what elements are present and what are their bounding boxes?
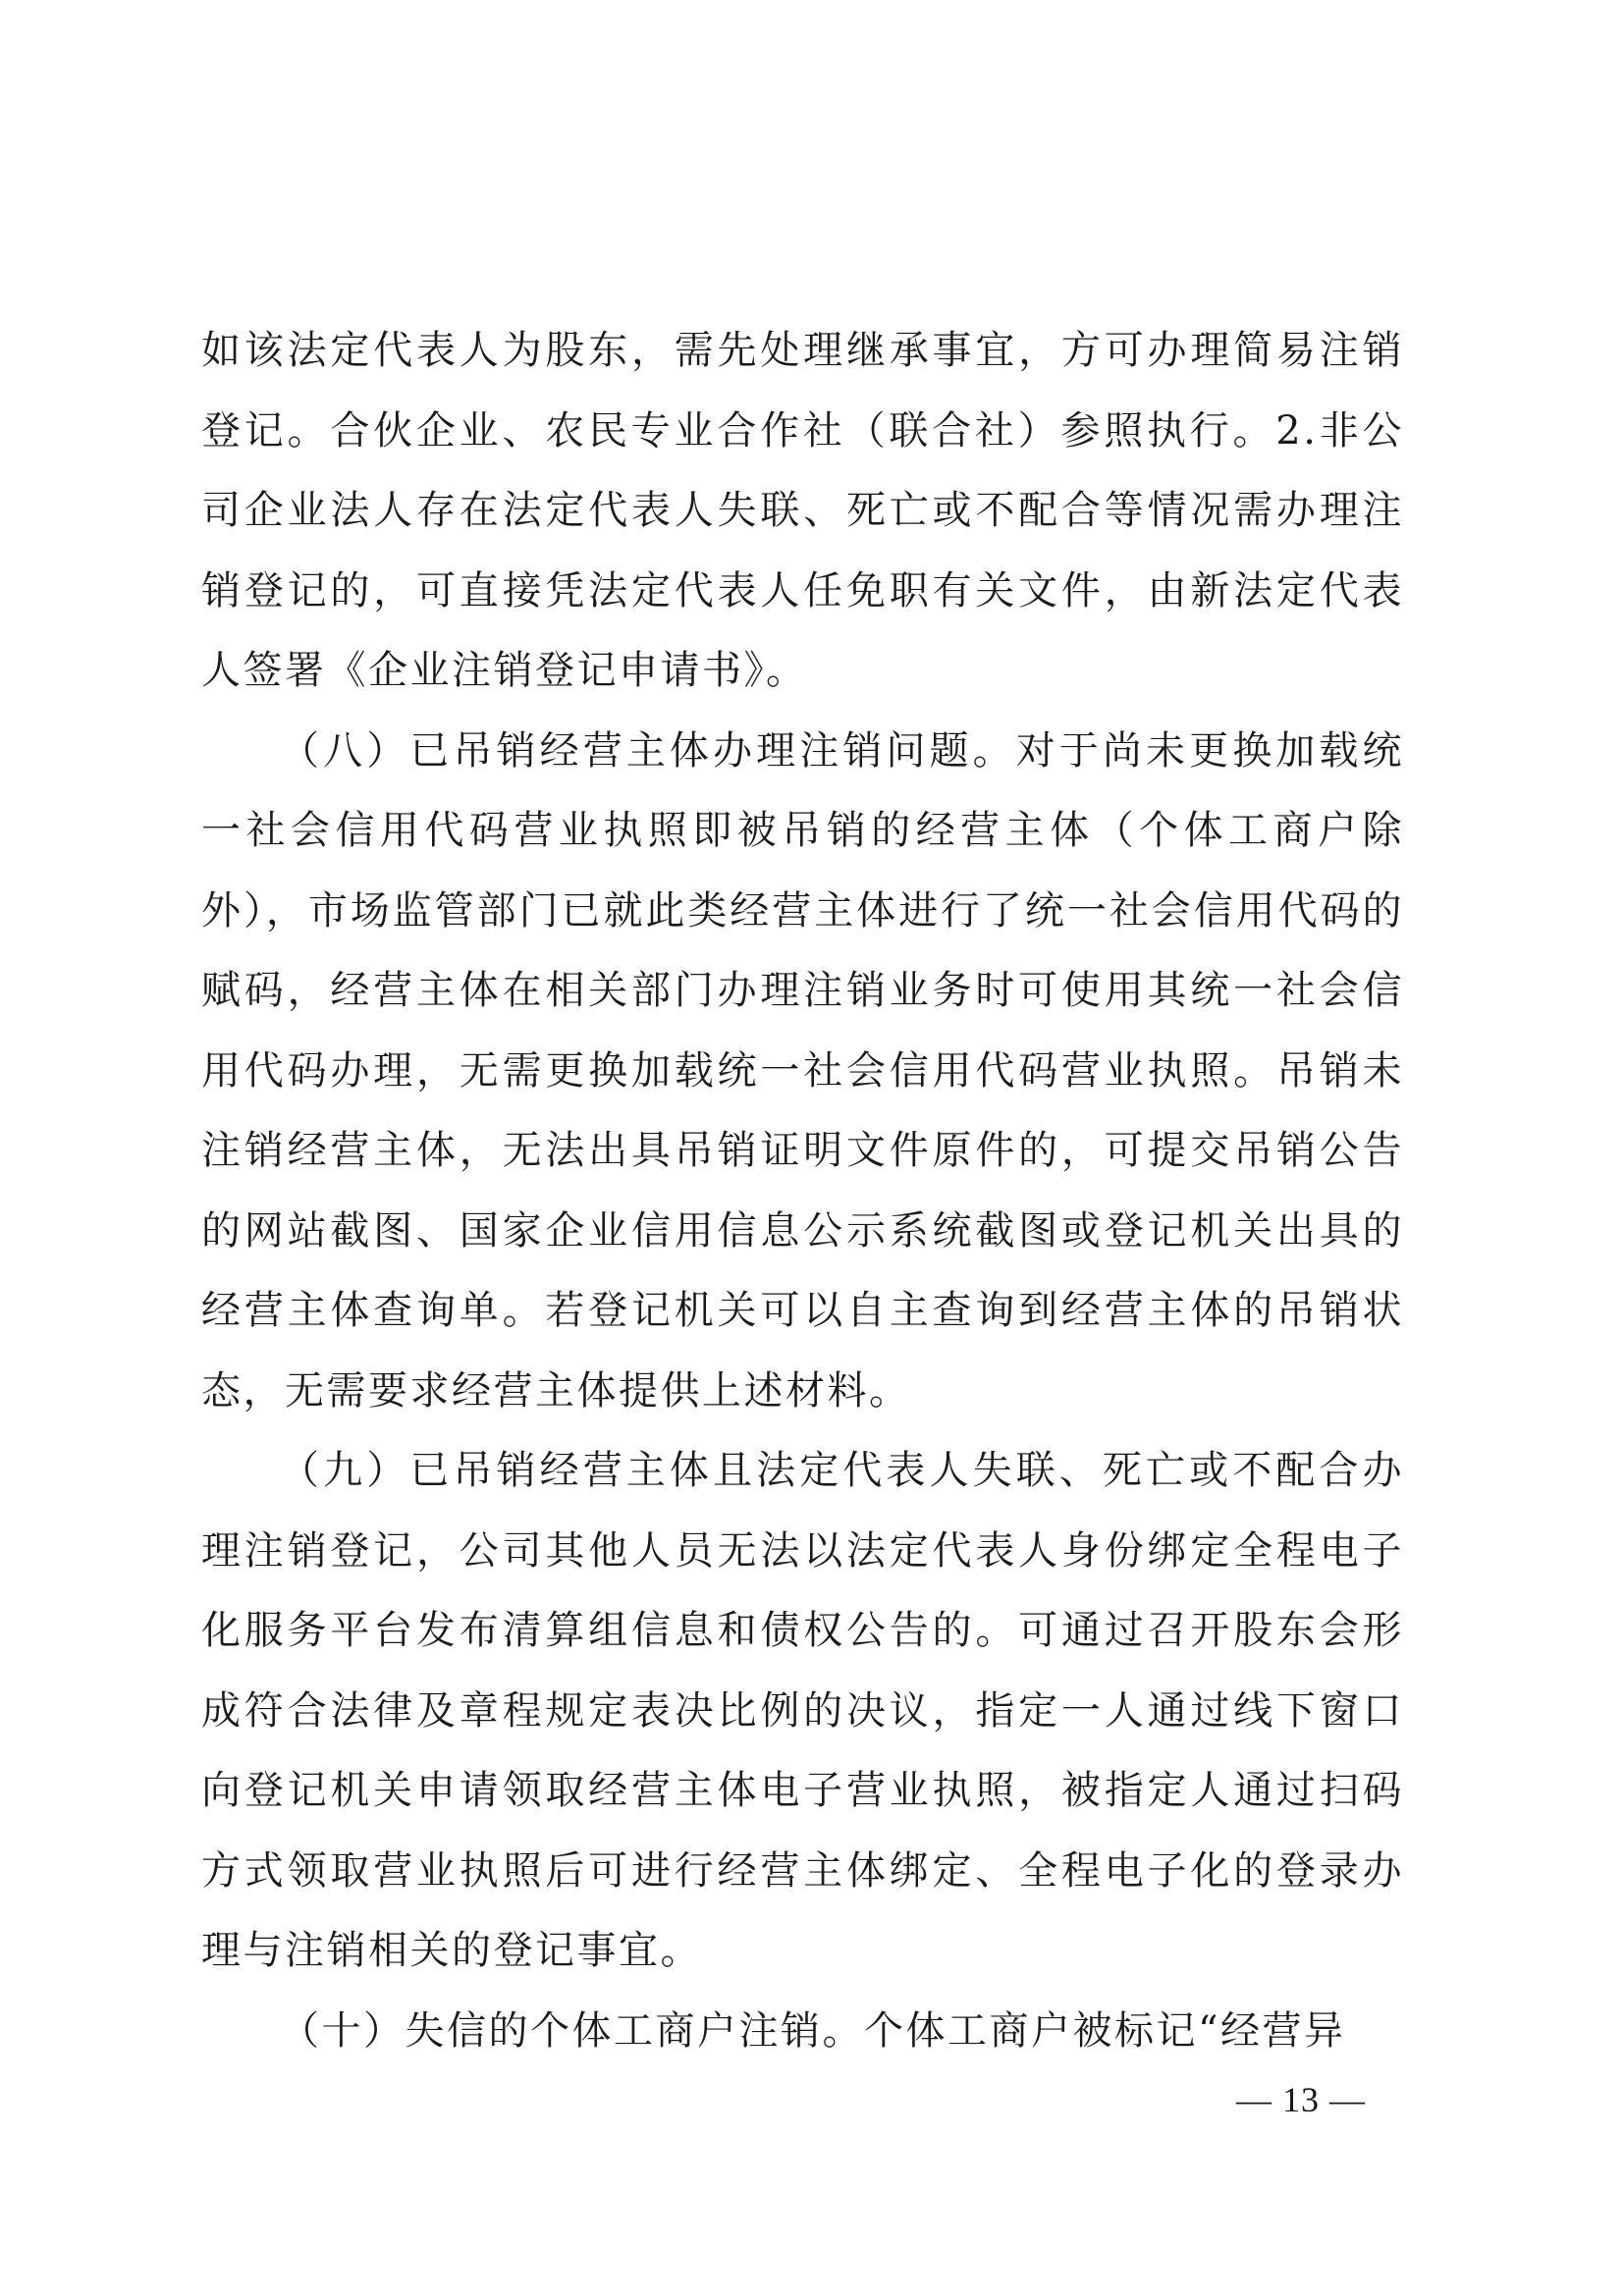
paragraph-section-8: （八）已吊销经营主体办理注销问题。对于尚未更换加载统一社会信用代码营业执照即被吊销的经营主体（个体工商户除外），市场监管部门已就此类经营主体进行了统一社会信用代码的赋码，经营主体在相关部门办理注销业务时可使用其统一社会信用代码办理，无需更换加载统一社会信用代码营业执照。吊销未注销经营主体，无法出具吊销证明文件原件的，可提交吊销公告的网站截图、国家企业信用信息公示系统截图或登记机关出具的经营主体查询单。若登记机关可以自主查询到经营主体的吊销状态，无需要求经营主体提供上述材料。	[201, 727, 1404, 1414]
paragraph-continuation: 如该法定代表人为股东，需先处理继承事宜，方可办理简易注销登记。合伙企业、农民专业合作社（联合社）参照执行。2.非公司企业法人存在法定代表人失联、死亡或不配合等情况需办理注销登记的，可直接凭法定代表人任免职有关文件，由新法定代表人签署《企业注销登记申请书》。	[201, 328, 1404, 693]
paragraph-section-10: （十）失信的个体工商户注销。个体工商户被标记“经营异	[280, 2007, 1346, 2054]
page-number: — 13 —	[1236, 2080, 1366, 2119]
paragraph-section-9: （九）已吊销经营主体且法定代表人失联、死亡或不配合办理注销登记，公司其他人员无法以法定代表人身份绑定全程电子化服务平台发布清算组信息和债权公告的。可通过召开股东会形成符合法律及章程规定表决比例的决议，指定一人通过线下窗口向登记机关申请领取经营主体电子营业执照，被指定人通过扫码方式领取营业执照后可进行经营主体绑定、全程电子化的登录办理与注销相关的登记事宜。	[201, 1448, 1404, 1973]
body-text	[201, 311, 1404, 2071]
